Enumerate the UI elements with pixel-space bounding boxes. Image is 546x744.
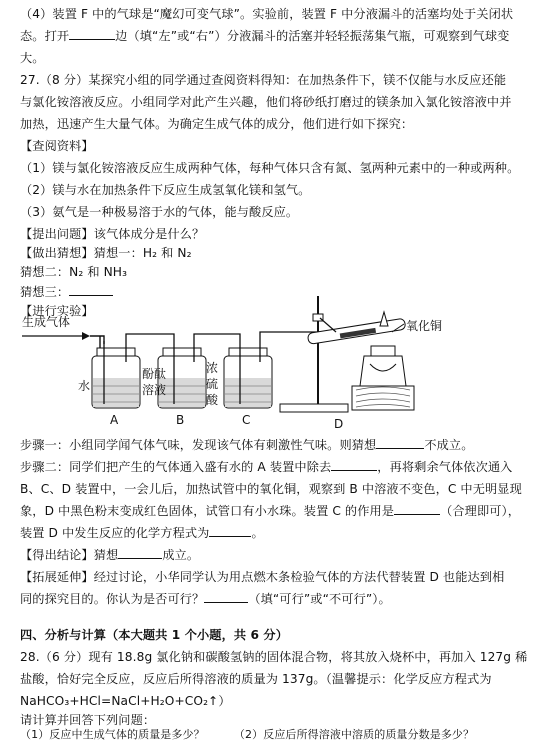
answer-blank[interactable]	[204, 591, 248, 603]
extension-tail: （填“可行”或“不可行”）。	[248, 592, 391, 606]
conclusion-tail: 成立。	[162, 548, 200, 562]
cuo-label: 氧化铜	[406, 319, 443, 333]
label-A: A	[110, 413, 119, 427]
info-2: （2）镁与水在加热条件下反应生成氢氧化镁和氢气。	[20, 183, 311, 197]
step1-tail: 不成立。	[424, 438, 474, 452]
phenol-label-1: 酚酞	[142, 367, 167, 381]
q28-sub1: （1）反应中生成气体的质量是多少？	[20, 728, 205, 741]
extension-line2	[20, 591, 391, 607]
acid-label-2: 硫	[206, 377, 219, 391]
q27-intro-3: 加热，迅速产生大量气体。为确定生成气体的成分，他们进行如下探究：	[20, 117, 414, 131]
answer-blank[interactable]	[69, 28, 115, 40]
extension-line1: 【拓展延伸】经过讨论，小华同学认为用点燃木条检验气体的方法代替装置 D 也能达到相	[20, 570, 505, 584]
step2-line2: B、C、D 装置中，一会儿后，加热试管中的氧化铜，观察到 B 中溶液不变色，C 中无明显现	[20, 482, 522, 496]
heading-experiment: 【进行实验】	[20, 304, 94, 318]
step2-mid: ，再将剩余气体依次通入	[377, 460, 513, 474]
conclusion	[20, 547, 199, 563]
label-B: B	[176, 413, 185, 427]
step1-text: 步骤一：小组同学闻气体气味，发现该气体有刺激性气味。则猜想	[20, 438, 377, 452]
apparatus-D	[280, 296, 414, 412]
acid-label-1: 浓	[206, 361, 219, 375]
guess-3-label: 猜想三：	[20, 285, 70, 299]
bottle-C	[224, 341, 272, 408]
acid-label-3: 酸	[206, 393, 219, 407]
q28-line4: 请计算并回答下列问题：	[20, 713, 156, 727]
step2-text: 步骤二：同学们把产生的气体通入盛有水的 A 装置中除去	[20, 460, 332, 474]
q26-line3: 大。	[20, 51, 45, 65]
arrow-head-icon	[82, 332, 90, 340]
answer-blank[interactable]	[331, 459, 377, 471]
step2-line3-tail: （合理即可），	[440, 504, 520, 518]
q26-line1: （4）装置 F 中的气球是“魔幻可变气球”。实验前，装置 F 中分液漏斗的活塞均处于关闭状	[20, 7, 514, 21]
apparatus-diagram	[0, 286, 546, 432]
answer-blank[interactable]	[376, 437, 424, 449]
step2-line3-text: 象，D 中黑色粉末变成红色固体，试管口有小水珠。装置 C 的作用是	[20, 504, 395, 518]
label-C: C	[242, 413, 251, 427]
conclusion-text: 【得出结论】猜想	[20, 548, 119, 562]
heading-info: 【查阅资料】	[20, 139, 94, 153]
step2-line3	[20, 503, 520, 519]
answer-blank[interactable]	[394, 503, 440, 515]
water-label: 水	[78, 379, 91, 393]
answer-blank[interactable]	[209, 525, 251, 537]
step2-line1	[20, 459, 512, 475]
extension-text: 同的探究目的。你认为是否可行？	[20, 592, 205, 606]
answer-blank[interactable]	[118, 547, 162, 559]
q26-line2-tail: 边（填“左”或“右”）分液漏斗的活塞并轻轻振荡集气瓶，可观察到气球变	[115, 29, 510, 43]
q28-sub2: （2）反应后所得溶液中溶质的质量分数是多少？	[233, 728, 475, 741]
q28-sub-questions	[20, 728, 474, 742]
q28-line1: 28.（6 分）现有 18.8g 氯化钠和碳酸氢钠的固体混合物，将其放入烧杯中，再加入 127g 稀	[20, 650, 528, 664]
step2-line4-tail: 。	[251, 526, 264, 540]
q26-line2-text: 态。打开	[20, 29, 70, 43]
bottle-A	[92, 341, 140, 408]
info-1: （1）镁与氯化铵溶液反应生成两种气体，每种气体只含有氮、氢两种元素中的一种或两种。	[20, 161, 520, 175]
q26-line2	[20, 28, 509, 44]
step2-line4-text: 装置 D 中发生反应的化学方程式为	[20, 526, 210, 540]
q27-intro-2: 与氯化铵溶液反应。小组同学对此产生兴趣，他们将砂纸打磨过的镁条加入氯化铵溶液中并	[20, 95, 512, 109]
label-D: D	[334, 417, 344, 431]
guess-2: 猜想二：N₂ 和 NH₃	[20, 265, 128, 279]
heading-question: 【提出问题】该气体成分是什么？	[20, 227, 205, 241]
gas-in-label: 生成气体	[22, 315, 71, 329]
q28-line2: 盐酸，恰好完全反应，反应后所得溶液的质量为 137g。（温馨提示：化学反应方程式为	[20, 672, 492, 686]
heading-guess: 【做出猜想】猜想一：H₂ 和 N₂	[20, 246, 192, 260]
info-3: （3）氨气是一种极易溶于水的气体，能与酸反应。	[20, 205, 299, 219]
step2-line4	[20, 525, 264, 541]
phenol-label-2: 溶液	[142, 383, 167, 397]
q28-line3: NaHCO₃+HCl=NaCl+H₂O+CO₂↑）	[20, 694, 231, 708]
step1	[20, 437, 474, 453]
q27-intro-1: 27.（8 分）某探究小组的同学通过查阅资料得知：在加热条件下，镁不仅能与水反应还能	[20, 73, 507, 87]
section4-title: 四、分析与计算（本大题共 1 个小题，共 6 分）	[20, 628, 288, 642]
